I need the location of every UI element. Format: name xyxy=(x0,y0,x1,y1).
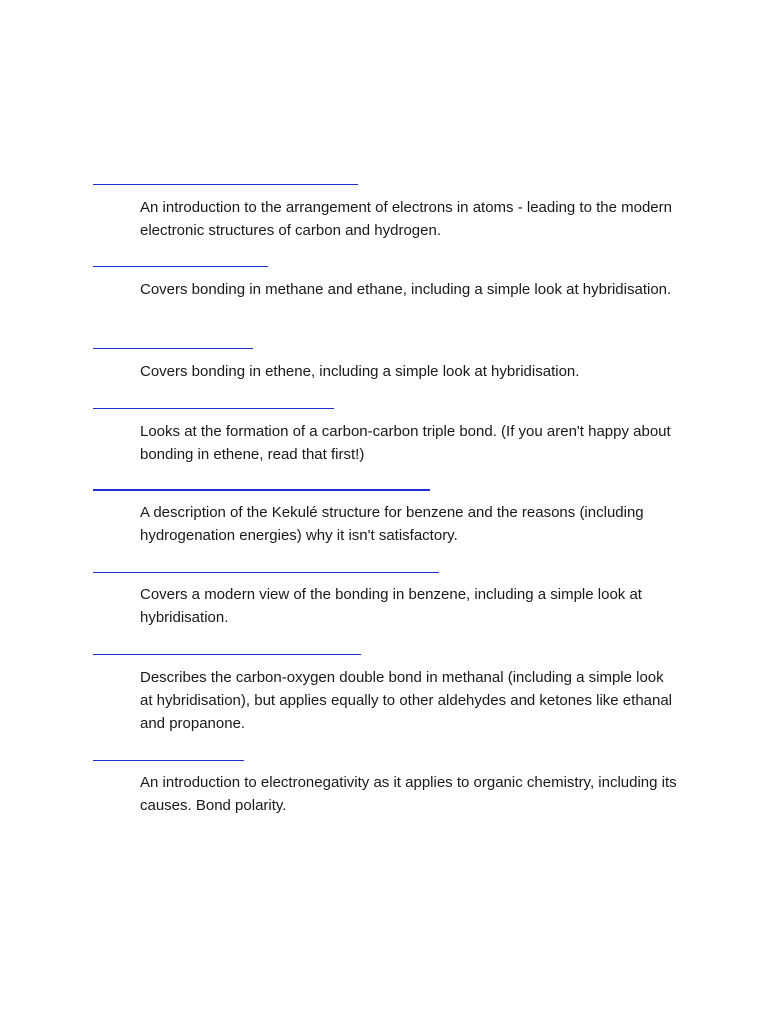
topic-description-5: A description of the Kekulé structure for benzene and the reasons (including hydrogenation energies) why it isn't satisfactory. xyxy=(140,504,644,544)
topic-description-8: An introduction to electronegativity as it applies to organic chemistry, including its causes. Bond polarity. xyxy=(140,774,677,814)
topic-link-7[interactable] xyxy=(93,654,361,655)
topic-description-2: Covers bonding in methane and ethane, including a simple look at hybridisation. xyxy=(140,281,672,298)
topic-link-2[interactable] xyxy=(93,266,268,267)
topic-description-4: Looks at the formation of a carbon-carbon triple bond. (If you aren't happy about bonding in ethene, read that first!) xyxy=(140,423,671,463)
topic-description-3: Covers bonding in ethene, including a simple look at hybridisation. xyxy=(140,363,580,380)
topic-link-1[interactable] xyxy=(93,184,358,185)
topic-description-1: An introduction to the arrangement of electrons in atoms - leading to the modern electronic structures of carbon and hydrogen. xyxy=(140,199,672,239)
topic-link-6[interactable] xyxy=(93,572,439,573)
topic-description-7: Describes the carbon-oxygen double bond in methanal (including a simple look at hybridisation), but applies equally to other aldehydes and ketones like ethanal and propanone. xyxy=(140,669,673,732)
topic-link-3[interactable] xyxy=(93,348,253,349)
topic-description-6: Covers a modern view of the bonding in benzene, including a simple look at hybridisation. xyxy=(140,586,642,626)
topic-link-5[interactable] xyxy=(93,489,430,491)
topic-link-8[interactable] xyxy=(93,760,244,761)
topic-link-4[interactable] xyxy=(93,408,334,409)
